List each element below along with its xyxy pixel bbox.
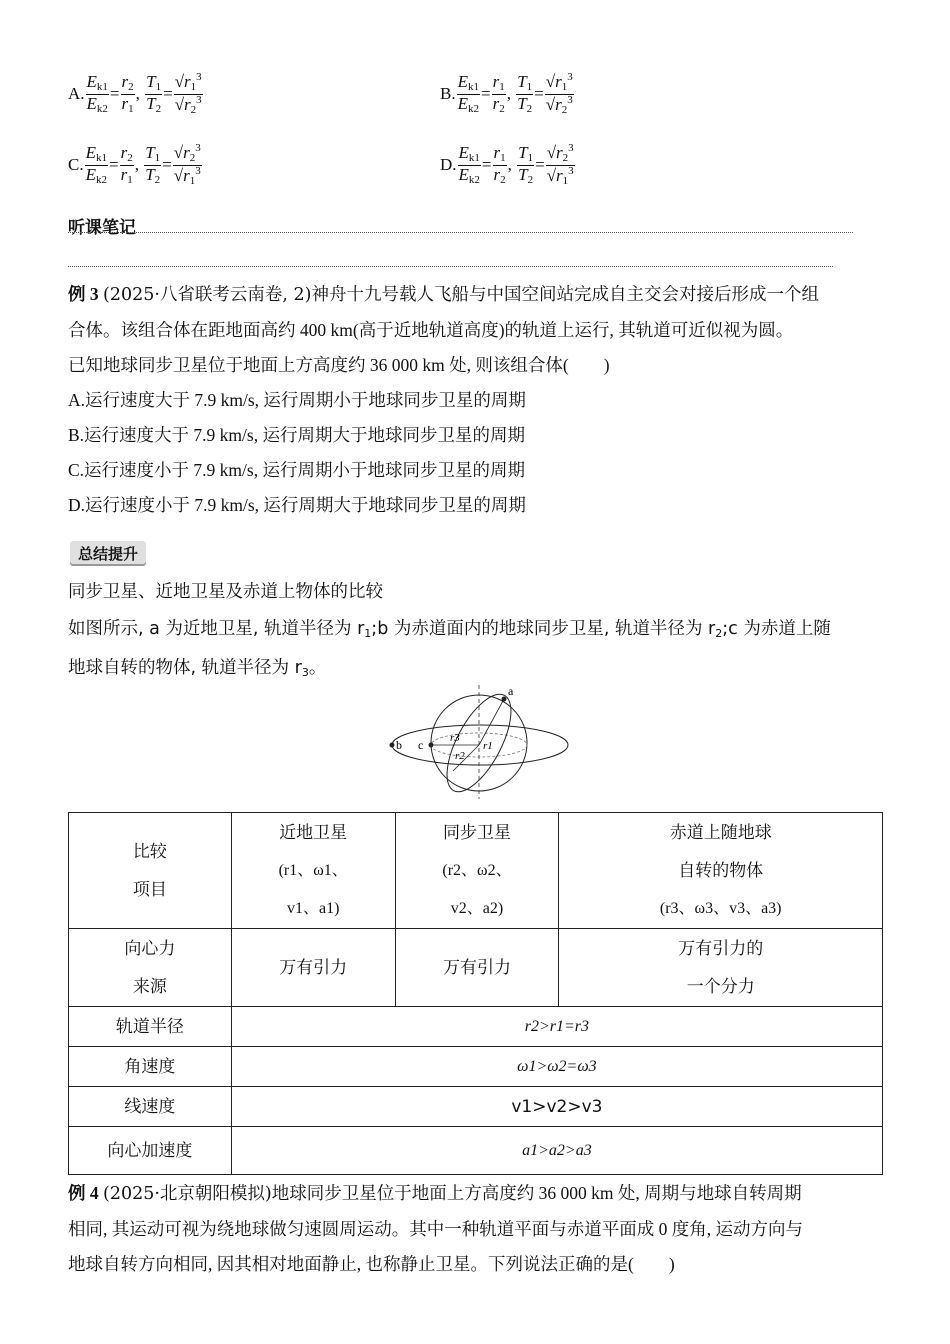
- choice-c[interactable]: C.运行速度小于 7.9 km/s, 运行周期小于地球同步卫星的周期: [68, 460, 525, 480]
- comparison-table: [68, 812, 883, 1175]
- choice-b[interactable]: B.运行速度大于 7.9 km/s, 运行周期大于地球同步卫星的周期: [68, 425, 525, 445]
- satellite-b: [390, 743, 395, 748]
- option-letter: D.: [440, 155, 457, 175]
- header-cell: 近地卫星 (r1、ω1、 v1、a1): [231, 813, 395, 929]
- example-4: [68, 1176, 888, 1282]
- header-cell: 同步卫星 (r2、ω2、 v2、a2): [395, 813, 559, 929]
- table-cell: r2>r1=r3: [231, 1007, 882, 1047]
- table-row: [69, 929, 883, 1007]
- table-cell: v1>v2>v3: [231, 1087, 882, 1127]
- row-label: 向心力 来源: [69, 929, 232, 1007]
- example-label: 例 4: [68, 1183, 99, 1203]
- table-cell: 万有引力: [395, 929, 559, 1007]
- option-d[interactable]: D. $\frac{E_{k1}}{E_{k2}}$ = $\frac{r_1}{r_2}$ , $\frac{T_1}{T_2}$ = $\frac{√r_2^3}{√r_1^3}$: [440, 142, 574, 187]
- table-cell: 万有引力: [231, 929, 395, 1007]
- table-cell: a1>a2>a3: [231, 1127, 882, 1175]
- example-4-line-1: 例 4 (2025·北京朝阳模拟)地球同步卫星位于地面上方高度约 36 000 km 处, 周期与地球自转周期: [68, 1183, 802, 1204]
- choice-d[interactable]: D.运行速度小于 7.9 km/s, 运行周期大于地球同步卫星的周期: [68, 495, 526, 515]
- option-letter: C.: [68, 155, 84, 175]
- table-row: [69, 1127, 883, 1175]
- table-row: [69, 1007, 883, 1047]
- table-cell: ω1>ω2=ω3: [231, 1047, 882, 1087]
- example-3-line-3: 已知地球同步卫星位于地面上方高度约 36 000 km 处, 则该组合体( ): [68, 355, 610, 375]
- example-source: (2025·北京朝阳模拟): [103, 1184, 272, 1204]
- label-r2: r2: [455, 750, 465, 762]
- label-r1: r1: [483, 740, 493, 752]
- example-3-line-1: 例 3 (2025·八省联考云南卷, 2)神舟十九号载人飞船与中国空间站完成自主交会对接后形成一个组: [68, 284, 820, 305]
- example-4-line-3: 地球自转方向相同, 因其相对地面静止, 也称静止卫星。下列说法正确的是( ): [68, 1254, 675, 1274]
- example-label: 例 3: [68, 284, 99, 304]
- radius-r1: [479, 699, 504, 745]
- label-c: c: [418, 738, 424, 752]
- table-row: [69, 1087, 883, 1127]
- table-header-row: [69, 813, 883, 929]
- example-4-line-2: 相同, 其运动可视为绕地球做匀速圆周运动。其中一种轨道平面与赤道平面成 0 度角, 运动方向与: [68, 1219, 803, 1239]
- header-cell: 赤道上随地球 自转的物体 (r3、ω3、v3、a3): [559, 813, 883, 929]
- object-c: [429, 743, 434, 748]
- header-cell: 比较 项目: [69, 813, 232, 929]
- row-label: 线速度: [69, 1087, 232, 1127]
- summary-text: 如图所示, a 为近地卫星, 轨道半径为 $r_1;b$ 为赤道面内的地球同步卫星, 轨道半径为 $r_2;c$ 为赤道上随 地球自转的物体, 轨道半径为 $r_3$。: [68, 619, 831, 679]
- label-b: b: [396, 738, 402, 752]
- option-letter: A.: [68, 84, 85, 104]
- choice-a[interactable]: A.运行速度大于 7.9 km/s, 运行周期小于地球同步卫星的周期: [68, 390, 526, 410]
- ek-ratio: $\frac{E_{k1}}{E_{k2}}$: [86, 72, 108, 115]
- summary-badge: 总结提升: [70, 541, 146, 566]
- row-label: 轨道半径: [69, 1007, 232, 1047]
- example-3-line-2: 合体。该组合体在距地面高约 400 km(高于近地轨道高度)的轨道上运行, 其轨道可近似视为圆。: [68, 320, 794, 340]
- label-r3: r3: [450, 732, 460, 744]
- table-row: [69, 1047, 883, 1087]
- option-a[interactable]: A. $\frac{E_{k1}}{E_{k2}}$ = $\frac{r_2}{r_1}$ , $\frac{T_1}{T_2}$ = $\frac{√r_1^3}{√r_2^3}$: [68, 71, 202, 116]
- notes-line[interactable]: [68, 232, 853, 233]
- row-label: 角速度: [69, 1047, 232, 1087]
- option-c[interactable]: C. $\frac{E_{k1}}{E_{k2}}$ = $\frac{r_2}{r_1}$ , $\frac{T_1}{T_2}$ = $\frac{√r_2^3}{√r_1^3}$: [68, 142, 201, 187]
- option-b[interactable]: B. $\frac{E_{k1}}{E_{k2}}$ = $\frac{r_1}{r_2}$ , $\frac{T_1}{T_2}$ = $\frac{√r_1^3}{√r_2^3}$: [440, 71, 573, 116]
- example-3: [68, 277, 888, 523]
- notes-line[interactable]: [68, 266, 833, 267]
- notes-label: 听课笔记: [68, 218, 136, 238]
- example-source: (2025·八省联考云南卷, 2): [103, 285, 312, 305]
- table-cell: 万有引力的 一个分力: [559, 929, 883, 1007]
- summary-title: 同步卫星、近地卫星及赤道上物体的比较: [68, 582, 383, 602]
- label-a: a: [508, 684, 514, 698]
- row-label: 向心加速度: [69, 1127, 232, 1175]
- orbit-diagram: [380, 683, 570, 801]
- option-letter: B.: [440, 84, 456, 104]
- satellite-a: [502, 697, 507, 702]
